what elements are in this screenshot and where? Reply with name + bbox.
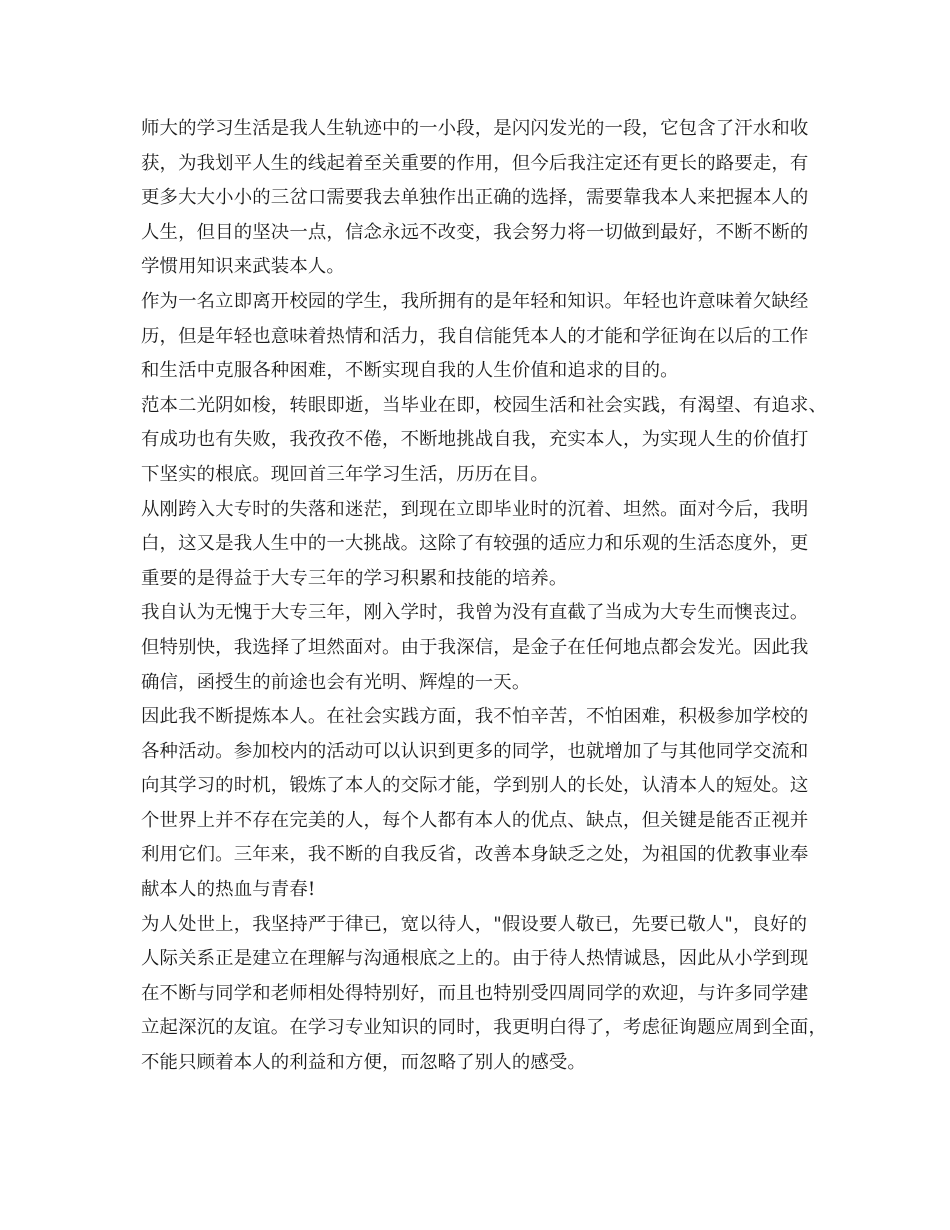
text-line: 重要的是得益于大专三年的学习积累和技能的培养。	[141, 567, 568, 589]
text-line: 献本人的热血与青春!	[141, 879, 316, 901]
text-line: 从刚跨入大专时的失落和迷茫，到现在立即毕业时的沉着、坦然。面对今后，我明	[141, 498, 809, 520]
text-line: 为人处世上，我坚持严于律已，宽以待人，"假设要人敬已，先要已敬人"，良好的	[141, 913, 808, 935]
text-line: 有成功也有失败，我孜孜不倦，不断地挑战自我，充实本人，为实现人生的价值打	[141, 429, 809, 451]
text-line: 因此我不断提炼本人。在社会实践方面，我不怕辛苦，不怕困难，积极参加学校的	[141, 706, 809, 728]
document-body	[141, 112, 828, 1081]
text-line: 白，这又是我人生中的一大挑战。这除了有较强的适应力和乐观的生活态度外，更	[141, 533, 809, 555]
text-line: 人际关系正是建立在理解与沟通根底之上的。由于待人热情诚恳，因此从小学到现	[141, 948, 809, 970]
text-line: 利用它们。三年来，我不断的自我反省，改善本身缺乏之处，为祖国的优教事业奉	[141, 844, 809, 866]
text-line: 但特别快，我选择了坦然面对。由于我深信，是金子在任何地点都会发光。因此我	[141, 636, 809, 658]
text-line: 个世界上并不存在完美的人，每个人都有本人的优点、缺点，但关键是能否正视并	[141, 809, 809, 831]
text-line: 下坚实的根底。现回首三年学习生活，历历在目。	[141, 463, 549, 485]
text-line: 获，为我划平人生的线起着至关重要的作用，但今后我注定还有更长的路要走，有	[141, 152, 809, 174]
text-line: 师大的学习生活是我人生轨迹中的一小段，是闪闪发光的一段，它包含了汗水和收	[141, 118, 809, 139]
text-line: 历，但是年轻也意味着热情和活力，我自信能凭本人的才能和学征询在以后的工作	[141, 325, 809, 347]
text-line: 和生活中克服各种困难，不断实现自我的人生价值和追求的目的。	[141, 360, 679, 382]
text-line: 人生，但目的坚决一点，信念永远不改变，我会努力将一切做到最好，不断不断的	[141, 221, 809, 243]
text-line: 范本二光阴如梭，转眼即逝，当毕业在即，校园生活和社会实践，有渴望、有追求、	[141, 394, 828, 416]
text-line: 确信，函授生的前途也会有光明、辉煌的一天。	[141, 671, 531, 693]
text-line: 学惯用知识来武装本人。	[141, 256, 345, 278]
text-line: 我自认为无愧于大专三年，刚入学时，我曾为没有直截了当成为大专生而懊丧过。	[141, 602, 809, 624]
text-line: 不能只顾着本人的利益和方便，而忽略了别人的感受。	[141, 1052, 586, 1074]
text-line: 立起深沉的友谊。在学习专业知识的同时，我更明白得了，考虑征询题应周到全面，	[141, 1017, 828, 1039]
text-line: 更多大大小小的三岔口需要我去单独作出正确的选择，需要靠我本人来把握本人的	[141, 187, 809, 209]
text-line: 作为一名立即离开校园的学生，我所拥有的是年轻和知识。年轻也许意味着欠缺经	[141, 290, 809, 312]
text-line: 向其学习的时机，锻炼了本人的交际才能，学到别人的长处，认清本人的短处。这	[141, 775, 809, 797]
text-line: 各种活动。参加校内的活动可以认识到更多的同学，也就增加了与其他同学交流和	[141, 740, 809, 762]
text-line: 在不断与同学和老师相处得特别好，而且也特别受四周同学的欢迎，与许多同学建	[141, 982, 809, 1004]
